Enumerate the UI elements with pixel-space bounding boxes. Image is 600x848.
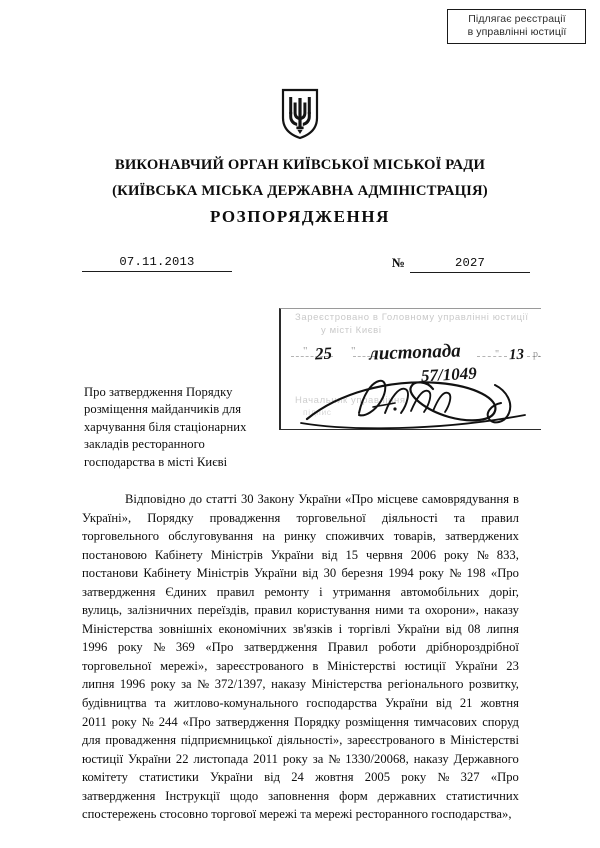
- stamp-rule-year-left: [477, 356, 507, 357]
- document-date: 07.11.2013: [82, 255, 232, 272]
- stamp-quote-open-day: ": [303, 345, 308, 357]
- body-line: постановою Кабінету Міністрів України від 15 червня 2006 року № 833,: [82, 547, 519, 562]
- body-line: липня 1996 року за № 372/1397, наказу Міністерства регіонального розвитку,: [82, 677, 519, 692]
- stamp-handwritten-year: 13: [508, 346, 525, 364]
- document-body: [82, 490, 519, 824]
- justice-registration-stamp: [279, 308, 541, 430]
- subject-line-1: Про затвердження Порядку: [84, 385, 233, 399]
- organisation-title-line-2: (КИЇВСЬКА МІСЬКА ДЕРЖАВНА АДМІНІСТРАЦІЯ): [112, 183, 488, 199]
- body-line: спостережень стосовно торгової мережі та мережі ресторанного господарства»,: [82, 807, 512, 822]
- document-meta-row: [82, 255, 530, 277]
- body-line: Міністерства зовнішніх економічних зв'язків і торгівлі України від 08 липня: [82, 621, 519, 636]
- body-line: вулиць, залізничних переїздів, правил користування ними та охорони», наказу: [82, 603, 519, 618]
- document-number-group: [392, 255, 530, 273]
- body-line: юстиції України 22 листопада 2011 року за № 1330/20068, наказу Державного: [82, 751, 519, 766]
- body-line: затвердження Інструкції щодо заповнення форм державних статистичних: [82, 788, 519, 803]
- number-symbol: №: [391, 255, 405, 270]
- registration-stamp-line-1: Підлягає реєстрації: [468, 13, 566, 25]
- body-line: Україні», Порядку провадження торговельної діяльності та правил: [82, 510, 519, 525]
- subject-line-3: харчування біля стаціонарних: [84, 419, 247, 434]
- stamp-handwritten-month: листопада: [368, 340, 462, 365]
- justice-stamp-faint-line-2: у місті Києві: [321, 325, 382, 336]
- body-line: Відповідно до статті 30 Закону України «Про місцеве самоврядування в: [125, 492, 519, 506]
- organisation-title: [60, 152, 540, 204]
- justice-stamp-faint-line-4: підпис: [303, 407, 332, 417]
- document-number: 2027: [410, 256, 530, 273]
- stamp-quote-close-year: р.: [533, 349, 541, 360]
- emblem-container: [0, 88, 600, 140]
- body-line: 1996 року № 369 «Про затвердження Правил роботи дрібнороздрібної: [82, 640, 519, 655]
- justice-stamp-faint-line-3: Начальник управління: [295, 395, 406, 406]
- document-subject: [84, 384, 292, 471]
- body-line: торговельної мережі», зареєстрованого в Міністерстві юстиції України 23: [82, 658, 519, 673]
- justice-stamp-baseline: [281, 429, 541, 430]
- body-line: торговельного обслуговування на ринку споживчих товарів, затверджених: [82, 529, 519, 544]
- justice-stamp-faint-line-1: Зареєстровано в Головному управлінні юстиції: [295, 312, 529, 323]
- stamp-quote-close-day: ": [351, 345, 356, 357]
- body-line: будівництва та житлово-комунального господарства України від 21 жовтня: [82, 696, 519, 711]
- subject-line-5: господарства в місті Києві: [84, 454, 228, 469]
- document-type-heading: РОЗПОРЯДЖЕННЯ: [209, 207, 391, 226]
- stamp-handwritten-registration-number: 57/1049: [420, 363, 478, 386]
- stamp-handwritten-day: 25: [314, 343, 333, 364]
- registration-required-stamp: [447, 9, 586, 44]
- body-line: 2011 року № 244 «Про затвердження Порядку розміщення тимчасових споруд: [82, 714, 519, 729]
- body-line-list: [82, 490, 519, 824]
- body-line: комітету статистики України від 24 жовтня 2005 року № 327 «Про: [82, 770, 519, 785]
- subject-line-4: закладів ресторанного: [84, 437, 205, 452]
- registration-stamp-line-2: в управлінні юстиції: [467, 26, 567, 38]
- stamp-quote-open-year: ": [495, 349, 500, 360]
- subject-line-2: розміщення майданчиків для: [84, 402, 242, 417]
- ukraine-trident-coat-of-arms-icon: [280, 88, 320, 140]
- body-line: постанови Кабінету Міністрів України від 30 березня 1994 року № 198 «Про: [82, 566, 519, 581]
- body-line: затвердження Єдиних правил ремонту і утримання автомобільних доріг,: [82, 584, 519, 599]
- organisation-title-line-1: ВИКОНАВЧИЙ ОРГАН КИЇВСЬКОЇ МІСЬКОЇ РАДИ: [114, 157, 486, 173]
- body-line: для провадження підприємницької діяльності», зареєстрованого в Міністерстві: [82, 733, 519, 748]
